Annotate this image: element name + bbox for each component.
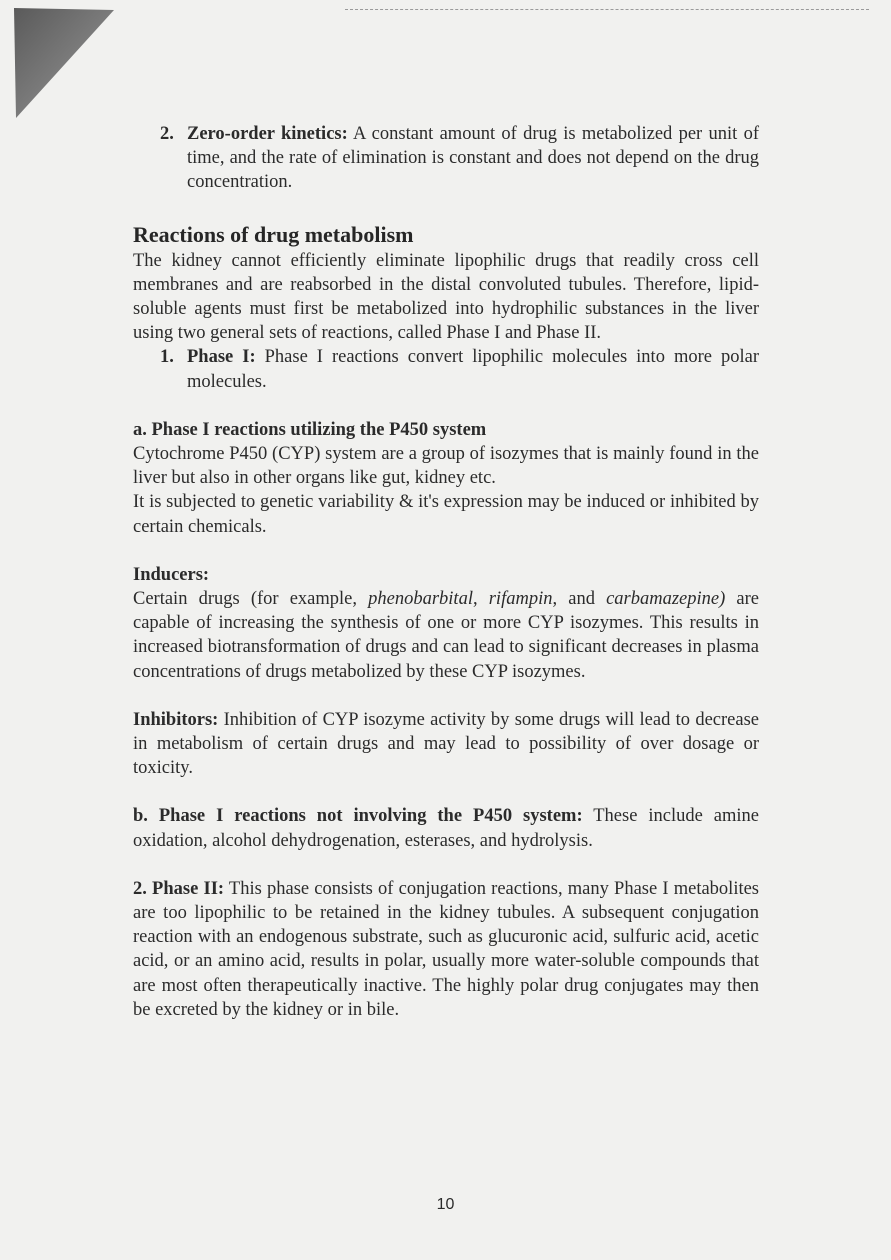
list-number: 1. xyxy=(160,347,174,368)
p450-line2: It is subjected to genetic variability & it's expression may be induced or inhibited by certain chemicals. xyxy=(133,492,759,537)
page-number: 10 xyxy=(436,1196,455,1213)
p450-heading: a. Phase I reactions utilizing the P450 system xyxy=(133,419,487,440)
list-number: 2. xyxy=(160,124,174,144)
inhibitors-text: Inhibitors: Inhibition of CYP isozyme activity by some drugs will lead to decrease in metabolism of certain drugs and may lead to possibility of over dosage or toxicity. xyxy=(133,709,759,779)
zero-order-item xyxy=(133,122,759,195)
phase2-text: 2. Phase II: This phase consists of conjugation reactions, many Phase I metabolites are too lipophilic to be retained in the kidney tubules. A subsequent conjugation reaction with an endogenous substrate, such as glucuronic acid, sulfuric acid, acetic acid, or an amino acid, results in polar, usually more water-soluble compounds that are most often therapeutically inactive. The highly polar drug conjugates may then be excreted by the kidney or in bile. xyxy=(133,878,760,1020)
scan-top-line xyxy=(345,9,869,10)
zero-order-term: Zero-order kinetics: xyxy=(187,124,348,144)
reactions-intro: The kidney cannot efficiently eliminate lipophilic drugs that readily cross cell membranes and are reabsorbed in the distal convoluted tubules. Therefore, lipid-soluble agents must first be metabolized into hydrophilic substances in the liver using two general sets of reactions, called Phase I and Phase II. xyxy=(133,250,759,344)
phase1-text: Phase I: Phase I reactions convert lipophilic molecules into more polar molecules. xyxy=(187,347,759,392)
page-content xyxy=(133,120,759,1022)
reactions-heading: Reactions of drug metabolism xyxy=(133,221,414,247)
inducers-heading: Inducers: xyxy=(133,564,210,585)
non-p450-text: b. Phase I reactions not involving the P450 system: These include amine oxidation, alcohol dehydrogenation, esterases, and hydrolysis. xyxy=(133,806,759,851)
inducers-text: Certain drugs (for example, phenobarbital, rifampin, and carbamazepine) are capable of increasing the synthesis of one or more CYP isozymes. This results in increased biotransformation of drugs and can lead to significant decreases in plasma concentrations of drugs metabolized by these CYP isozymes. xyxy=(133,589,759,682)
p450-line1: Cytochrome P450 (CYP) system are a group of isozymes that is mainly found in the liver but also in other organs like gut, kidney etc. xyxy=(133,444,759,489)
phase1-item xyxy=(133,345,759,393)
zero-order-text: Zero-order kinetics: A constant amount of drug is metabolized per unit of time, and the rate of elimination is constant and does not depend on the drug concentration. xyxy=(187,124,759,193)
scan-corner-shadow xyxy=(14,8,114,120)
